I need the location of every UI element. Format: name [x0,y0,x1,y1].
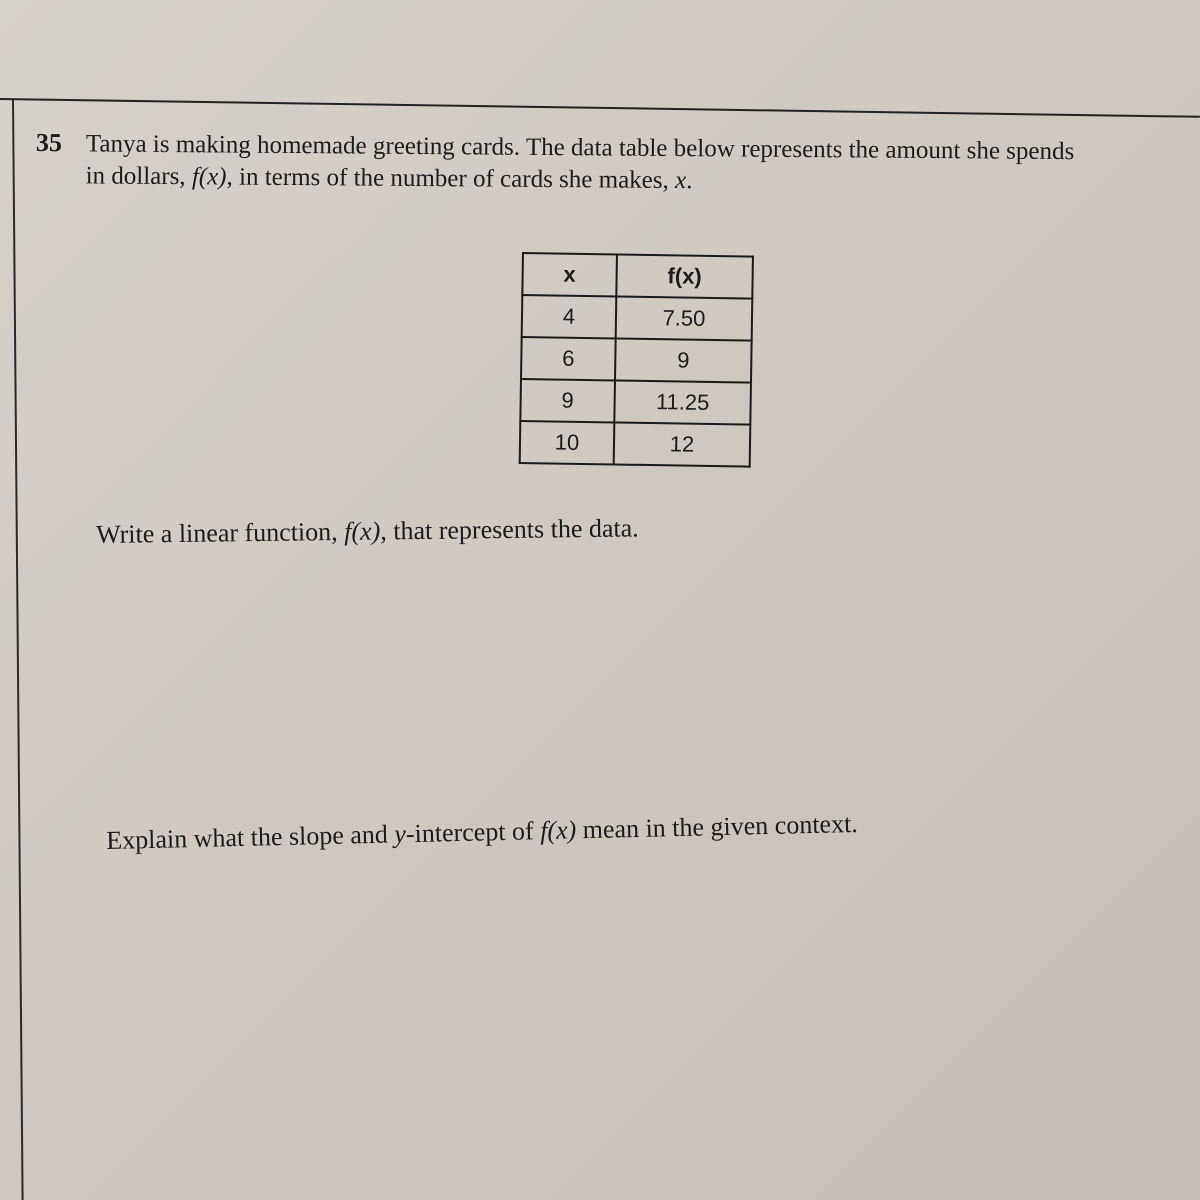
prompt-explain-slope [106,809,858,856]
table-header-x: x [522,253,617,296]
table-row [521,337,752,383]
table-row [522,295,753,341]
table-cell-x: 6 [521,337,616,380]
table-cell-x: 9 [520,379,615,422]
prompt-1-pre: Write a linear function, [96,516,345,549]
question-block [35,128,1195,201]
table-row [520,421,751,467]
data-table [519,252,754,468]
prompt-write-function [96,513,639,550]
prompt-2-mid: -intercept of [405,816,541,849]
table-header-fx: f(x) [616,254,753,298]
table-header-row [522,253,753,299]
table-row [520,379,751,425]
question-line-1: Tanya is making homemade greeting cards. The data table below represents the amount she spends [85,130,1075,166]
table-cell-fx: 7.50 [616,296,753,340]
table-cell-fx: 12 [614,422,751,466]
question-function-notation: f(x) [191,163,227,191]
table-cell-x: 10 [520,421,615,464]
prompt-2-function-notation: f(x) [539,815,577,846]
top-divider-line [0,98,1200,118]
table-cell-x: 4 [522,295,617,338]
prompt-2-variable-y: y [394,819,407,849]
question-line-2-pre: in dollars, [85,162,192,191]
question-number: 35 [35,128,62,158]
table-cell-fx: 9 [615,338,752,382]
question-line-2-post: . [686,167,693,195]
prompt-1-post: , that represents the data. [380,513,639,546]
prompt-2-pre: Explain what the slope and [106,819,395,855]
question-text [85,128,1195,201]
left-margin-line [12,100,24,1200]
question-variable-x: x [674,167,687,195]
prompt-1-function-notation: f(x) [343,516,381,546]
question-line-2-mid: , in terms of the number of cards she makes, [226,163,676,195]
table-cell-fx: 11.25 [614,380,751,424]
prompt-2-post: mean in the given context. [575,808,859,845]
